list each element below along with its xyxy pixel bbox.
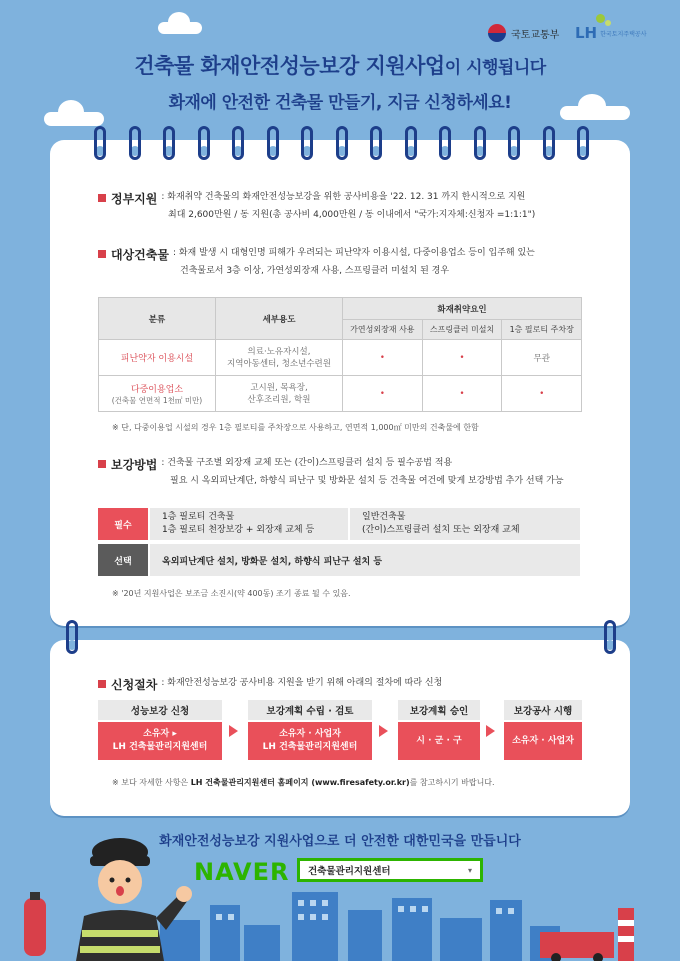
search-text: 건축물관리지원센터 [308, 866, 391, 877]
optional-label: 선택 [98, 544, 148, 576]
table-subheader: 가연성외장재 사용 [343, 320, 423, 340]
step-body: 시 · 군 · 구 [398, 722, 480, 760]
step-title: 보강공사 시행 [504, 700, 582, 720]
fire-truck-icon [540, 932, 614, 958]
page-subtitle: 화재에 안전한 건축물 만들기, 지금 신청하세요! [168, 93, 512, 113]
method-line1: : 건축물 구조별 외장재 교체 또는 (간이)스프링클러 설치 등 필수공법 적용 [161, 458, 453, 468]
ministry-name: 국토교통부 [511, 29, 560, 41]
lighthouse-icon [618, 908, 634, 961]
table-cell-detail: 고시원, 목욕장, 산후조리원, 학원 [216, 376, 343, 412]
target-line2: 건축물로서 3층 이상, 가연성외장재 사용, 스프링클러 미설치 된 경우 [180, 266, 450, 276]
taeguk-icon [488, 24, 506, 42]
table-cell-mark: • [343, 340, 423, 376]
binder-ring-icon [370, 126, 382, 160]
step-title: 보강계획 수립 · 검토 [248, 700, 372, 720]
binder-ring-icon [543, 126, 555, 160]
table-cell-mark: • [422, 340, 502, 376]
procedure-section [98, 676, 618, 693]
lh-dot-icon [605, 20, 611, 26]
table-cell-mark: • [422, 376, 502, 412]
table-cell-category: 다중이용업소 (건축물 연면적 1천㎡ 미만) [99, 376, 216, 412]
binder-ring-icon [163, 126, 175, 160]
required-a-desc: 1층 필로티 천장보강 + 외장재 교체 등 [162, 525, 315, 535]
binder-ring-icon [405, 126, 417, 160]
naver-logo: NAVER [194, 858, 290, 886]
table-row [99, 376, 582, 412]
binder-ring-icon [508, 126, 520, 160]
gov-support-line1: : 화재취약 건축물의 화재안전성능보강을 위한 공사비용을 '22. 12. 31 까지 한시적으로 지원 [161, 192, 526, 202]
target-section [98, 246, 618, 280]
step-body: 소유자 · 사업자 [504, 722, 582, 760]
procedure-desc: : 화재안전성능보강 공사비용 지원을 받기 위해 아래의 절차에 따라 신청 [161, 678, 443, 688]
procedure-note: ※ 보다 자세한 사항은 LH 건축물관리지원센터 홈페이지 (www.firesafety.or.kr)를 참고하시기 바랍니다. [112, 778, 495, 787]
arrow-right-icon [486, 725, 495, 737]
gov-support-section [98, 190, 618, 224]
optional-box [150, 544, 580, 576]
binder-ring-icon [336, 126, 348, 160]
cloud-decoration [158, 22, 202, 34]
arrow-right-icon [379, 725, 388, 737]
binder-ring-icon [94, 126, 106, 160]
table-cell-category: 피난약자 이용시설 [99, 340, 216, 376]
method-section [98, 456, 618, 490]
step-title: 보강계획 승인 [398, 700, 480, 720]
step-body: 소유자 ▸ LH 건축물관리지원센터 [98, 722, 222, 760]
binder-ring-icon [198, 126, 210, 160]
procedure-heading: 신청절차 [98, 676, 157, 693]
required-b-title: 일반건축물 [362, 512, 406, 522]
method-heading: 보강방법 [98, 456, 157, 473]
table-row [99, 340, 582, 376]
page-title: 건축물 화재안전성능보강 지원사업이 시행됩니다 [134, 54, 546, 78]
step-body: 소유자 · 사업자 LH 건축물관리지원센터 [248, 722, 372, 760]
lh-logo-text: LH [575, 24, 598, 42]
table-note: ※ 단, 다중이용업 시설의 경우 1층 필로티를 주차장으로 사용하고, 연면적 1,000㎡ 미만의 건축물에 한함 [112, 423, 479, 432]
cloud-decoration [44, 112, 104, 126]
required-box [150, 508, 580, 540]
search-box[interactable] [297, 858, 483, 882]
step-title: 성능보강 신청 [98, 700, 222, 720]
fire-extinguisher-icon [24, 898, 46, 956]
firefighter-illustration [20, 838, 200, 961]
target-heading: 대상건축물 [98, 246, 169, 263]
method-note: ※ '20년 지원사업은 보조금 소진시(약 400동) 조기 종료 될 수 있음. [112, 589, 351, 598]
binder-ring-icon [232, 126, 244, 160]
table-cell-mark: • [343, 376, 423, 412]
binder-ring-icon [474, 126, 486, 160]
table-subheader: 스프링클러 미설치 [422, 320, 502, 340]
binder-ring-icon [604, 620, 616, 654]
chevron-down-icon: ▾ [467, 865, 472, 875]
binder-ring-icon [267, 126, 279, 160]
target-table [98, 297, 582, 412]
table-header-risk: 화재취약요인 [343, 298, 582, 320]
gov-support-line2: 최대 2,600만원 / 동 지원(총 공사비 4,000만원 / 동 이내에서 "국가:지자체:신청자 =1:1:1") [168, 210, 536, 220]
table-cell-mark: 무관 [502, 340, 582, 376]
required-b-desc: (간이)스프링클러 설치 또는 외장재 교체 [362, 525, 520, 535]
binder-ring-icon [66, 620, 78, 654]
table-cell-detail: 의료·노유자시설, 지역아동센터, 청소년수련원 [216, 340, 343, 376]
table-subheader: 1층 필로티 주차장 [502, 320, 582, 340]
method-line2: 필요 시 옥외피난계단, 하향식 피난구 및 방화문 설치 등 건축물 여건에 맞게 보강방법 추가 선택 가능 [170, 476, 564, 486]
binder-ring-icon [439, 126, 451, 160]
binder-ring-icon [301, 126, 313, 160]
arrow-right-icon [229, 725, 238, 737]
footer-slogan: 화재안전성능보강 지원사업으로 더 안전한 대한민국을 만듭니다 [159, 834, 521, 849]
table-header-detail: 세부용도 [216, 298, 343, 340]
lh-logo-subtext: 한국토지주택공사 [600, 30, 647, 38]
table-header-category: 분류 [99, 298, 216, 340]
table-cell-mark: • [502, 376, 582, 412]
required-label: 필수 [98, 508, 148, 540]
required-a-title: 1층 필로티 건축물 [162, 512, 235, 522]
binder-ring-icon [577, 126, 589, 160]
optional-text: 옥외피난계단 설치, 방화문 설치, 하향식 피난구 설치 등 [162, 556, 383, 567]
lh-logo [575, 24, 647, 42]
lh-dot-icon [596, 14, 605, 23]
ministry-logo [488, 24, 559, 42]
target-line1: : 화재 발생 시 대형인명 피해가 우려되는 피난약자 이용시설, 다중이용업소 등이 입주해 있는 [172, 248, 535, 258]
binder-ring-icon [129, 126, 141, 160]
gov-support-heading: 정부지원 [98, 190, 157, 207]
